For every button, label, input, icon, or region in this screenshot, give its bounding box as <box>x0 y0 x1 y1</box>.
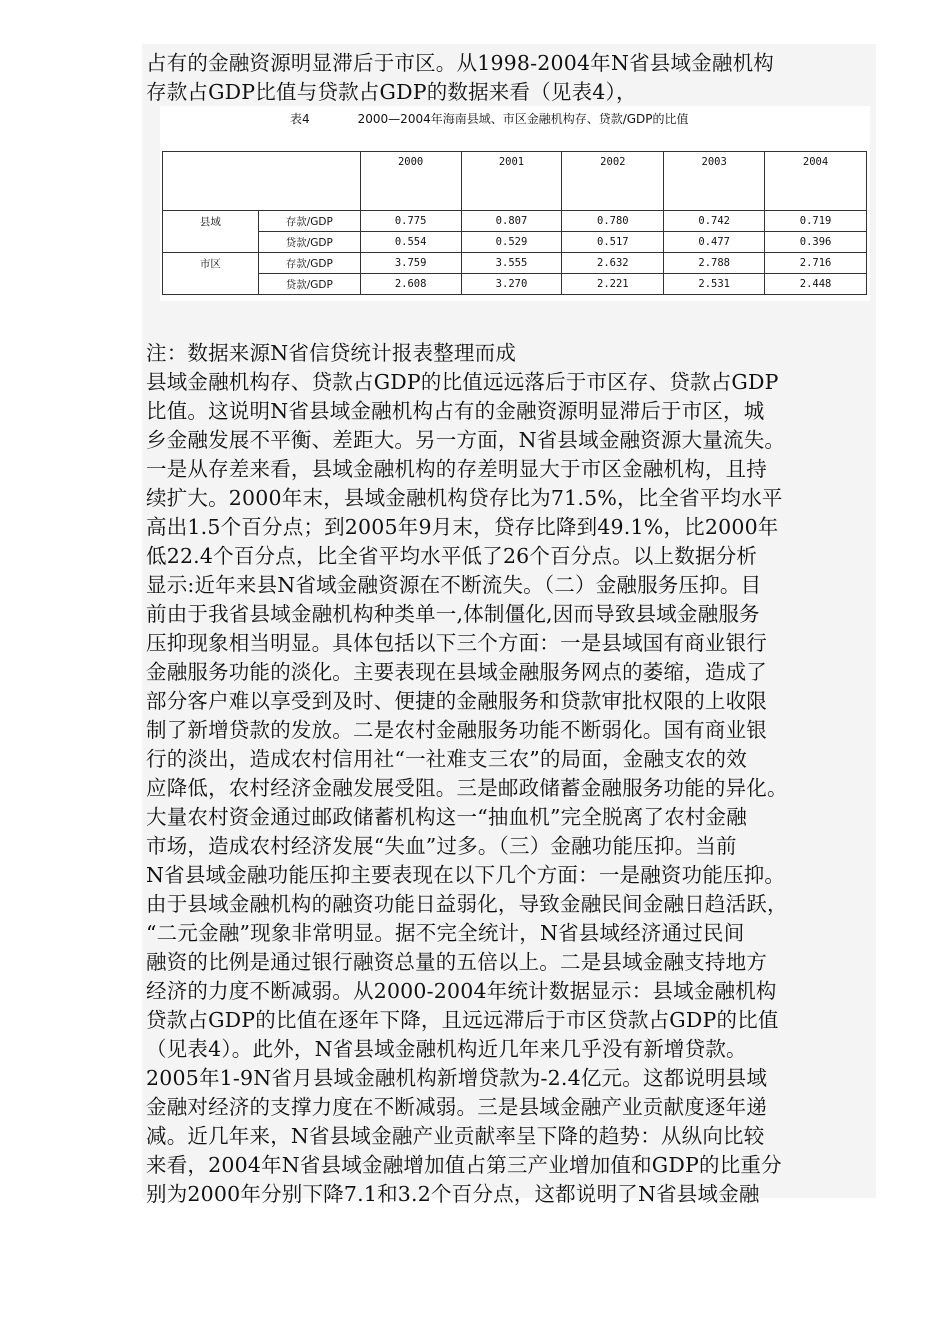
table-row <box>163 253 867 274</box>
header-corner-cell <box>163 152 361 211</box>
text-line: “二元金融”现象非常明显。据不完全统计，N省县域经济通过民间 <box>146 921 745 945</box>
text-line: 乡金融发展不平衡、差距大。另一方面，N省县域金融资源大量流失。 <box>146 428 786 452</box>
body-paragraph <box>146 339 876 1209</box>
text-line: 经济的力度不断减弱。从2000-2004年统计数据显示：县域金融机构 <box>146 979 777 1003</box>
text-line: 2005年1-9N省月县域金融机构新增贷款为-2.4亿元。这都说明县域 <box>146 1066 768 1090</box>
text-line: N省县域金融功能压抑主要表现在以下几个方面：一是融资功能压抑。 <box>146 863 786 887</box>
table-caption-label: 表4 <box>290 112 310 126</box>
metric-cell: 存款/GDP <box>258 253 360 274</box>
source-note: 注：数据来源N省信贷统计报表整理而成 <box>146 341 517 365</box>
value-cell: 2.632 <box>562 253 664 274</box>
table-4 <box>160 106 870 301</box>
text-line: 比值。这说明N省县域金融机构占有的金融资源明显滞后于市区，城 <box>146 399 765 423</box>
value-cell: 3.759 <box>360 253 461 274</box>
value-cell: 0.775 <box>360 211 461 232</box>
value-cell: 0.554 <box>360 232 461 253</box>
value-cell: 0.807 <box>461 211 562 232</box>
value-cell: 0.719 <box>765 211 867 232</box>
value-cell: 0.780 <box>562 211 664 232</box>
value-cell: 0.517 <box>562 232 664 253</box>
text-line: 前由于我省县域金融机构种类单一,体制僵化,因而导致县域金融服务 <box>146 602 760 626</box>
text-line: 部分客户难以享受到及时、便捷的金融服务和贷款审批权限的上收限 <box>146 689 767 713</box>
text-line: 来看，2004年N省县域金融增加值占第三产业增加值和GDP的比重分 <box>146 1153 782 1177</box>
table-caption-text: 2000—2004年海南县域、市区金融机构存、贷款/GDP的比值 <box>357 112 689 126</box>
table-row <box>163 211 867 232</box>
text-line: 续扩大。2000年末，县域金融机构贷存比为71.5%，比全省平均水平 <box>146 486 783 510</box>
text-line: 县域金融机构存、贷款占GDP的比值远远落后于市区存、贷款占GDP <box>146 370 779 394</box>
value-cell: 2.608 <box>360 274 461 295</box>
year-header: 2000 <box>360 152 461 211</box>
text-line: 高出1.5个百分点；到2005年9月末，贷存比降到49.1%，比2000年 <box>146 515 779 539</box>
value-cell: 0.742 <box>664 211 765 232</box>
text-line: 存款占GDP比值与贷款占GDP的数据来看（见表4）， <box>146 80 637 104</box>
metric-cell: 存款/GDP <box>258 211 360 232</box>
text-line: 融资的比例是通过银行融资总量的五倍以上。二是县域金融支持地方 <box>146 950 767 974</box>
text-line: 一是从存差来看，县域金融机构的存差明显大于市区金融机构，且持 <box>146 457 767 481</box>
text-line: （见表4）。此外，N省县域金融机构近几年来几乎没有新增贷款。 <box>146 1037 747 1061</box>
text-line: 大量农村资金通过邮政储蓄机构这一“抽血机”完全脱离了农村金融 <box>146 805 747 829</box>
value-cell: 2.716 <box>765 253 867 274</box>
table-header-row <box>163 152 867 211</box>
metric-cell: 贷款/GDP <box>258 232 360 253</box>
text-line: 行的淡出，造成农村信用社“一社难支三农”的局面，金融支农的效 <box>146 747 747 771</box>
text-line: 减。近几年来，N省县域金融产业贡献率呈下降的趋势：从纵向比较 <box>146 1124 765 1148</box>
value-cell: 3.270 <box>461 274 562 295</box>
intro-paragraph <box>146 49 876 107</box>
value-cell: 2.221 <box>562 274 664 295</box>
text-line: 贷款占GDP的比值在逐年下降，且远远滞后于市区贷款占GDP的比值 <box>146 1008 779 1032</box>
text-line: 别为2000年分别下降7.1和3.2个百分点，这都说明了N省县域金融 <box>146 1182 760 1206</box>
year-header: 2002 <box>562 152 664 211</box>
text-line: 占有的金融资源明显滞后于市区。从1998-2004年N省县域金融机构 <box>146 51 775 75</box>
value-cell: 2.448 <box>765 274 867 295</box>
metric-cell: 贷款/GDP <box>258 274 360 295</box>
value-cell: 3.555 <box>461 253 562 274</box>
table-row <box>163 232 867 253</box>
text-line: 低22.4个百分点，比全省平均水平低了26个百分点。以上数据分析 <box>146 544 758 568</box>
text-line: 压抑现象相当明显。具体包括以下三个方面：一是县域国有商业银行 <box>146 631 767 655</box>
text-line: 制了新增贷款的发放。二是农村金融服务功能不断弱化。国有商业银 <box>146 718 767 742</box>
text-line: 金融对经济的支撑力度在不断减弱。三是县域金融产业贡献度逐年递 <box>146 1095 767 1119</box>
year-header: 2004 <box>765 152 867 211</box>
value-cell: 0.396 <box>765 232 867 253</box>
text-line: 金融服务功能的淡化。主要表现在县域金融服务网点的萎缩，造成了 <box>146 660 767 684</box>
table-row <box>163 274 867 295</box>
table-caption <box>290 110 689 127</box>
region-cell: 县域 <box>163 211 259 253</box>
value-cell: 2.788 <box>664 253 765 274</box>
text-line: 市场，造成农村经济发展“失血”过多。（三）金融功能压抑。当前 <box>146 834 737 858</box>
year-header: 2001 <box>461 152 562 211</box>
value-cell: 2.531 <box>664 274 765 295</box>
value-cell: 0.529 <box>461 232 562 253</box>
ratio-table <box>162 151 867 295</box>
year-header: 2003 <box>664 152 765 211</box>
text-line: 显示:近年来县N省域金融资源在不断流失。（二）金融服务压抑。目 <box>146 573 762 597</box>
region-cell: 市区 <box>163 253 259 295</box>
value-cell: 0.477 <box>664 232 765 253</box>
text-line: 应降低，农村经济金融发展受阻。三是邮政储蓄金融服务功能的异化。 <box>146 776 788 800</box>
text-line: 由于县域金融机构的融资功能日益弱化，导致金融民间金融日趋活跃， <box>146 892 788 916</box>
